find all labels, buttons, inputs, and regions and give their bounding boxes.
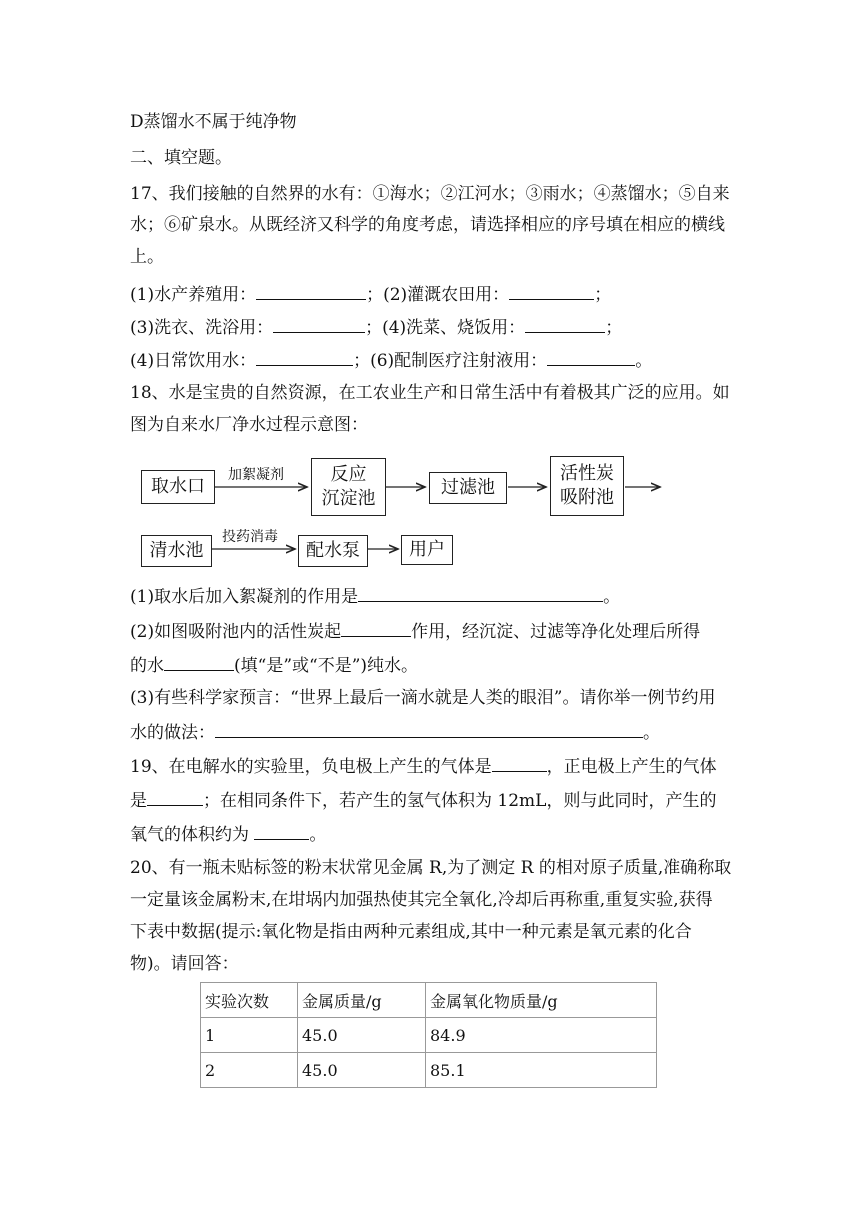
user-box: 用户 [401, 535, 453, 565]
clear-water-box: 清水池 [141, 535, 212, 567]
table-header-cell: 金属质量/g [298, 983, 426, 1018]
q19-label-1: 19、在电解水的实验里，负电极上产生的气体是 [130, 757, 492, 777]
q18-part-1 [130, 583, 620, 609]
q19-label-3: 是 [130, 791, 147, 811]
q17-text-1: 17、我们接触的自然界的水有：①海水；②江河水；③雨水；④蒸馏水；⑤自来 [130, 184, 730, 204]
q17-label-3: (3)洗衣、洗浴用： [130, 318, 274, 338]
q19-row-3 [130, 821, 326, 847]
q19-row-1 [130, 753, 717, 779]
q17-text-2: 水；⑥矿泉水。从既经济又科学的角度考虑，请选择相应的序号填在相应的横线 [130, 215, 725, 235]
q18-part-3-cont [130, 719, 660, 745]
q18-part-2-cont [130, 652, 418, 678]
q18-blank-3[interactable] [164, 652, 234, 671]
q19-label-2: ，正电极上产生的气体 [546, 757, 717, 777]
pump-box: 配水泵 [298, 535, 368, 567]
carbon-box [550, 456, 624, 516]
data-table [200, 982, 657, 1088]
semi-1: ； [594, 285, 612, 305]
sedimentation-line-1: 反应 [330, 464, 367, 485]
table-header-cell: 金属氧化物质量/g [426, 983, 657, 1018]
q20-text-4: 物)。请回答： [130, 954, 239, 974]
q20-text-1: 20、有一瓶未贴标签的粉末状常见金属 R,为了测定 R 的相对原子质量,准确称取 [130, 858, 732, 878]
q19-row-2 [130, 787, 716, 813]
q18-label-2c: 的水 [130, 656, 164, 676]
q17-label-1: (1)水产养殖用： [130, 285, 257, 305]
q17-label-5: (4)日常饮用水： [130, 351, 257, 371]
option-d: D蒸馏水不属于纯净物 [130, 112, 297, 132]
q17-text-3: 上。 [130, 247, 164, 267]
q18-label-1: (1)取水后加入絮凝剂的作用是 [130, 587, 359, 607]
disinfect-label: 投药消毒 [222, 529, 278, 545]
carbon-line-2: 吸附池 [560, 487, 614, 508]
q17-label-6: ；(6)配制医疗注射液用： [353, 351, 548, 371]
table-cell: 85.1 [426, 1053, 657, 1088]
q19-blank-2[interactable] [147, 787, 203, 806]
q19-label-5: 氧气的体积约为 [130, 825, 255, 845]
period-1: 。 [635, 351, 653, 371]
table-cell: 2 [201, 1053, 298, 1088]
q20-text-3: 下表中数据(提示:氧化物是指由两种元素组成,其中一种元素是氧元素的化合 [130, 922, 692, 942]
q17-label-2: ；(2)灌溉农田用： [366, 285, 510, 305]
period-3: 。 [643, 723, 660, 743]
table-cell: 45.0 [298, 1053, 426, 1088]
carbon-line-1: 活性炭 [560, 463, 614, 484]
section-heading: 二、填空题。 [130, 148, 232, 168]
semi-2: ； [605, 318, 623, 338]
q19-blank-3[interactable] [254, 821, 309, 840]
period-4: 。 [309, 825, 327, 845]
q18-label-2a: (2)如图吸附池内的活性炭起 [130, 622, 342, 642]
flocculant-label: 加絮凝剂 [228, 467, 284, 483]
q19-blank-1[interactable] [492, 753, 547, 772]
q19-label-4: ；在相同条件下，若产生的氢气体积为 12mL，则与此同时，产生的 [203, 791, 717, 811]
q20-text-2: 一定量该金属粉末,在坩埚内加强热使其完全氧化,冷却后再称重,重复实验,获得 [130, 890, 713, 910]
filter-box: 过滤池 [429, 472, 507, 504]
q18-part-2 [130, 618, 700, 644]
q18-blank-1[interactable] [358, 583, 603, 602]
q18-part-3: (3)有些科学家预言：“世界上最后一滴水就是人类的眼泪”。请你举一例节约用 [130, 688, 716, 708]
table-cell: 1 [201, 1018, 298, 1053]
table-header-cell: 实验次数 [201, 983, 298, 1018]
table-row [201, 1053, 657, 1088]
table-header-row [201, 983, 657, 1018]
table-cell: 84.9 [426, 1018, 657, 1053]
q18-text-2: 图为自来水厂净水过程示意图： [130, 415, 368, 435]
q18-text-1: 18、水是宝贵的自然资源，在工农业生产和日常生活中有着极其广泛的应用。如 [130, 383, 730, 403]
q18-blank-4[interactable] [215, 719, 643, 738]
q17-label-4: ；(4)洗菜、烧饭用： [365, 318, 526, 338]
sedimentation-line-2: 沉淀池 [321, 488, 376, 509]
table-row [201, 1018, 657, 1053]
table-cell: 45.0 [298, 1018, 426, 1053]
period-2: 。 [603, 587, 621, 607]
q18-label-2b: 作用，经沉淀、过滤等净化处理后所得 [411, 622, 701, 642]
sedimentation-box [311, 458, 386, 516]
q18-blank-2[interactable] [341, 618, 411, 637]
q18-label-2d: (填“是”或“不是”)纯水。 [234, 656, 419, 676]
q18-label-3b: 水的做法： [130, 723, 215, 743]
intake-box: 取水口 [141, 470, 215, 504]
